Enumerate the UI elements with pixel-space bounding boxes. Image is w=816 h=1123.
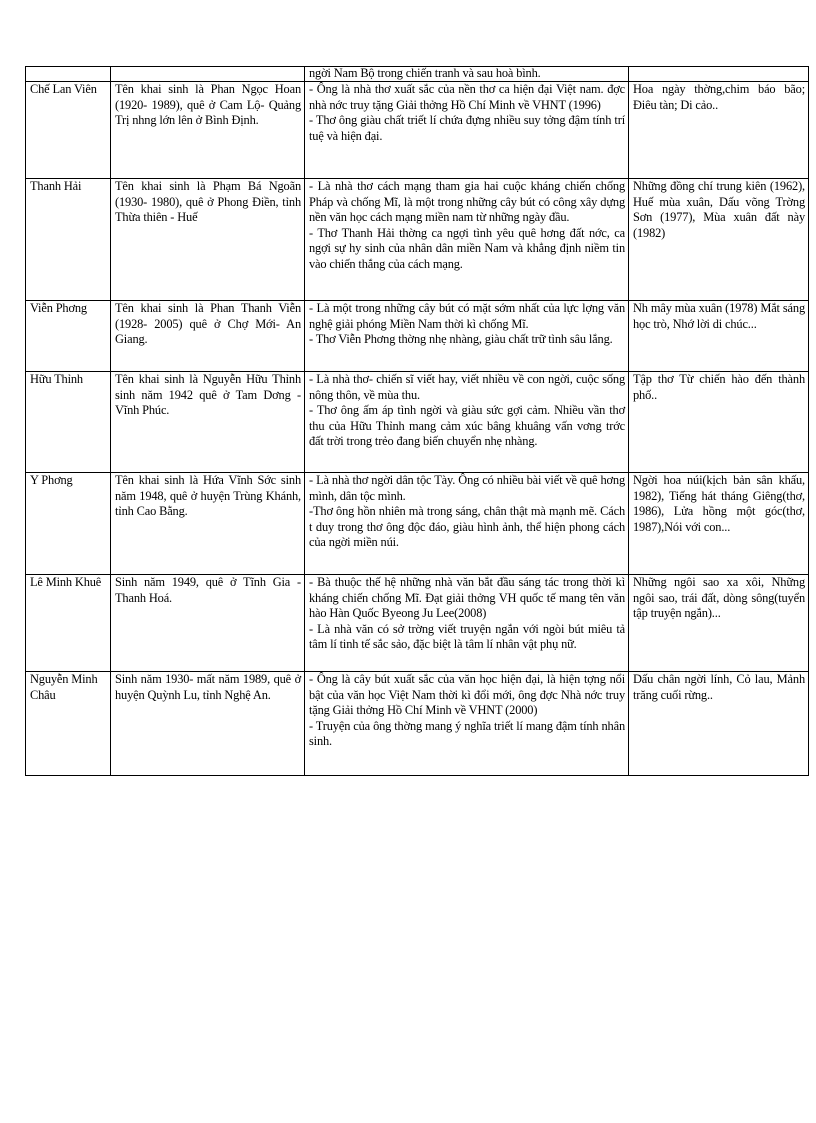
author-name-cell: Y Phơng <box>26 473 111 575</box>
author-name-cell: Thanh Hải <box>26 179 111 301</box>
authors-table <box>25 66 809 776</box>
table-row <box>26 575 809 672</box>
career-paragraph: - Bà thuộc thế hệ những nhà văn bắt đầu sáng tác trong thời kì kháng chiến chống Mĩ. Đạt giải thởng VH quốc tế mang tên văn hào Hàn Quốc Byeong Ju Lee(2008) <box>309 575 625 621</box>
author-career-cell: ngời Nam Bộ trong chiến tranh và sau hoà bình. <box>305 67 629 82</box>
table-row <box>26 82 809 179</box>
author-name-cell: Viễn Phơng <box>26 301 111 372</box>
career-paragraph: - Truyện của ông thờng mang ý nghĩa triết lí mang đậm tính nhân sinh. <box>309 718 625 749</box>
career-paragraph: - Ông là cây bút xuất sắc của văn học hiện đại, là hiện tợng nổi bật của văn học Việt Nam thời kì đổi mới, ông đợc Nhà nớc truy tặng Giải thởng Hồ Chí Minh về VHNT (2000) <box>309 672 625 718</box>
author-career-cell <box>305 372 629 473</box>
career-paragraph: - Thơ Thanh Hải thờng ca ngợi tình yêu quê hơng đất nớc, ca ngợi sự hy sinh của nhân dân miền Nam và khẳng định niềm tin vào chiến thắng của cách mạng. <box>309 225 625 271</box>
author-name-cell: Nguyễn Minh Châu <box>26 672 111 776</box>
author-career-cell <box>305 473 629 575</box>
table-row-continuation <box>26 67 809 82</box>
career-paragraph: - Là nhà thơ- chiến sĩ viết hay, viết nhiều về con ngời, cuộc sống nông thôn, về mùa thu. <box>309 372 625 402</box>
author-works-cell: Những ngôi sao xa xôi, Những ngôi sao, trái đất, dòng sông(tuyển tập truyện ngắn)... <box>629 575 809 672</box>
author-career-cell <box>305 301 629 372</box>
author-works-cell <box>629 67 809 82</box>
table-row <box>26 301 809 372</box>
author-works-cell: Những đồng chí trung kiên (1962), Huế mùa xuân, Dấu võng Trờng Sơn (1977), Mùa xuân đất này (1982) <box>629 179 809 301</box>
author-works-cell: Ngời hoa núi(kịch bản sân khấu, 1982), Tiếng hát tháng Giêng(thơ, 1986), Lửa hồng một góc(thơ, 1987),Nói với con... <box>629 473 809 575</box>
career-paragraph: - Là một trong những cây bút có mặt sớm nhất của lực lợng văn nghệ giải phóng Miền Nam thời kì chống Mĩ. <box>309 301 625 331</box>
career-paragraph: - Là nhà văn có sở trờng viết truyện ngắn với ngòi bút miêu tả tâm lí tinh tế sắc sảo, đặc biệt là tâm lí nhân vật phụ nữ. <box>309 621 625 652</box>
author-bio-cell: Tên khai sinh là Phạm Bá Ngoãn (1930- 1980), quê ở Phong Điền, tỉnh Thừa thiên - Huế <box>111 179 305 301</box>
author-works-cell: Hoa ngày thờng,chim báo bão; Điêu tàn; Di cảo.. <box>629 82 809 179</box>
career-paragraph: - Thơ Viễn Phơng thờng nhẹ nhàng, giàu chất trữ tình sâu lắng. <box>309 332 613 347</box>
author-name-cell: Hữu Thỉnh <box>26 372 111 473</box>
author-career-cell <box>305 672 629 776</box>
author-name-cell: Lê Minh Khuê <box>26 575 111 672</box>
author-bio-cell: Sinh năm 1930- mất năm 1989, quê ở huyện Quỳnh Lu, tỉnh Nghệ An. <box>111 672 305 776</box>
career-paragraph: - Là nhà thơ ngời dân tộc Tày. Ông có nhiều bài viết về quê hơng mình, dân tộc mình. <box>309 473 625 503</box>
career-paragraph: - Là nhà thơ cách mạng tham gia hai cuộc kháng chiến chống Pháp và chống Mĩ, là một trong những cây bút có công xây dựng nền văn học cách mạng miền nam từ những ngày đầu. <box>309 179 625 225</box>
career-paragraph: -Thơ ông hồn nhiên mà trong sáng, chân thật mà mạnh mẽ. Cách t duy trong thơ ông độc đáo, giàu hình ảnh, thể hiện phong cách của ngời miền núi. <box>309 504 625 550</box>
author-works-cell: Nh mây mùa xuân (1978) Mắt sáng học trò, Nhớ lời di chúc... <box>629 301 809 372</box>
career-paragraph: - Thơ ông giàu chất triết lí chứa đựng nhiều suy tởng đậm tính trí tuệ và hiện đại. <box>309 113 625 143</box>
author-bio-cell: Tên khai sinh là Phan Thanh Viễn (1928- 2005) quê ở Chợ Mới- An Giang. <box>111 301 305 372</box>
table-row <box>26 179 809 301</box>
career-paragraph: - Ông là nhà thơ xuất sắc của nền thơ ca hiện đại Việt nam. đợc nhà nớc truy tặng Giải thởng Hồ Chí Minh về VHNT (1996) <box>309 82 625 112</box>
author-name-cell <box>26 67 111 82</box>
author-career-cell <box>305 82 629 179</box>
table-row <box>26 473 809 575</box>
author-works-cell: Tập thơ Từ chiến hào đến thành phố.. <box>629 372 809 473</box>
author-name-cell: Chế Lan Viên <box>26 82 111 179</box>
table-row <box>26 372 809 473</box>
author-bio-cell: Tên khai sinh là Phan Ngọc Hoan (1920- 1989), quê ở Cam Lộ- Quảng Trị nhng lớn lên ở Bình Định. <box>111 82 305 179</box>
table-row <box>26 672 809 776</box>
author-bio-cell: Tên khai sinh là Hứa Vĩnh Sớc sinh năm 1948, quê ở huyện Trùng Khánh, tỉnh Cao Bằng. <box>111 473 305 575</box>
author-bio-cell: Sinh năm 1949, quê ở Tĩnh Gia - Thanh Hoá. <box>111 575 305 672</box>
author-career-cell <box>305 575 629 672</box>
author-bio-cell <box>111 67 305 82</box>
career-paragraph: - Thơ ông ấm áp tình ngời và giàu sức gợi cảm. Nhiều vần thơ thu của Hữu Thỉnh mang cảm xúc bâng khuâng vấn vơng trớc đất trời trong trẻo đang biến chuyển nhẹ nhàng. <box>309 403 625 449</box>
author-works-cell: Dấu chân ngời lính, Cỏ lau, Mảnh trăng cuối rừng.. <box>629 672 809 776</box>
author-bio-cell: Tên khai sinh là Nguyễn Hữu Thỉnh sinh năm 1942 quê ở Tam Dơng - Vĩnh Phúc. <box>111 372 305 473</box>
author-career-cell <box>305 179 629 301</box>
